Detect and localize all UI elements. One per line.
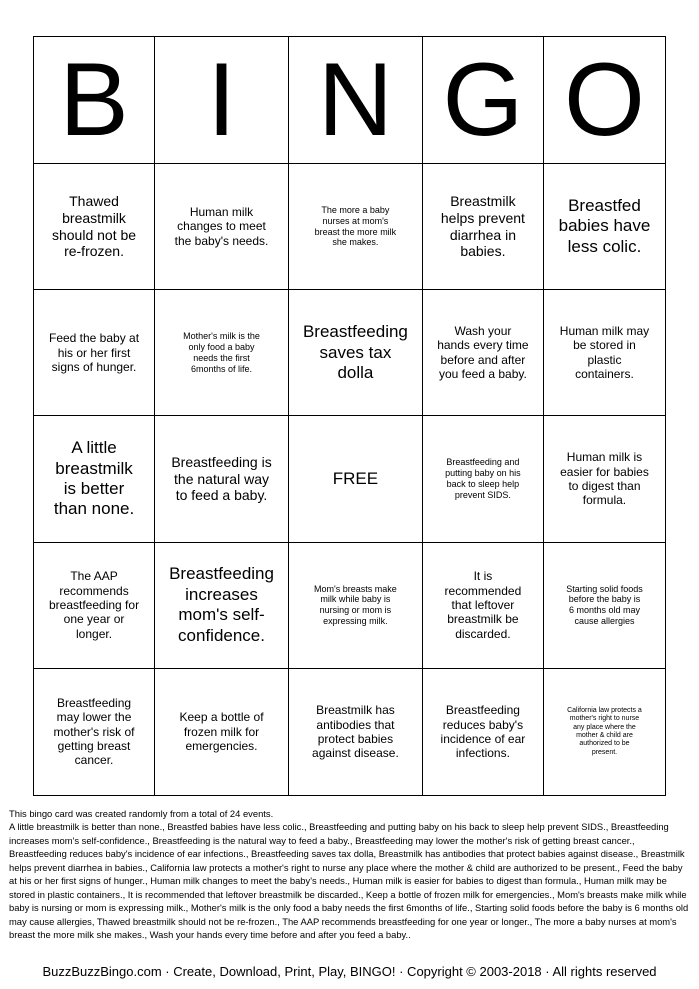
bingo-cell: Breastmilk helps prevent diarrhea in babies. (423, 164, 544, 290)
bingo-cell: Breastmilk has antibodies that protect babies against disease. (289, 669, 423, 795)
bingo-cell: Breastfed babies have less colic. (544, 164, 665, 290)
bingo-cell: Human milk changes to meet the baby's needs. (155, 164, 289, 290)
bingo-cell: A little breastmilk is better than none. (34, 416, 155, 542)
bingo-cell: The more a baby nurses at mom's breast the more milk she makes. (289, 164, 423, 290)
bingo-cell: Starting solid foods before the baby is 6 months old may cause allergies (544, 543, 665, 669)
footer-events-list: A little breastmilk is better than none., Breastfed babies have less colic., Breastfeeding and putting baby on his back to sleep help prevent SIDS., Breastfeeding increases mom's self-confidence., Breastfeeding is the natural way to feed a baby., Breastfeeding may lower the mother's risk of getting breast cancer., Breastfeeding reduces baby's incidence of ear infections., Breastfeeding saves tax dolla, Breastmilk has antibodies that protect babies against disease., Breastmilk helps prevent diarrhea in babies., California law protects a mother's right to nurse any place where the mother & child are authorized to be present., Feed the baby at his or her first signs of hunger., Human milk changes to meet the baby's needs., Human milk is easier for babies to digest than formula., Human milk may be stored in plastic containers., It is recommended that leftover breastmilk be discarded., Keep a bottle of frozen milk for emergencies., Mom's breasts make milk while baby is nursing or mom is expressing milk., Mother's milk is the only food a baby needs the first 6months of life., Starting solid foods before the baby is 6 months old may cause allergies, Thawed breastmilk should not be re-frozen., The AAP recommends breastfeeding for one year or longer., The more a baby nurses at mom's breast the more milk she makes., Wash your hands every time before and after you feed a baby.. (9, 821, 689, 940)
bingo-cell: California law protects a mother's right to nurse any place where the mother & child are authorized to be present. (567, 706, 642, 756)
free-space: FREE (289, 416, 423, 542)
bingo-cell: Breastfeeding and putting baby on his back to sleep help prevent SIDS. (423, 416, 544, 542)
header-letter-n: N (289, 37, 423, 164)
header-letter-o: O (544, 37, 665, 164)
bingo-cell: Breastfeeding reduces baby's incidence of ear infections. (423, 669, 544, 795)
bingo-cell: Breastfeeding increases mom's self-confidence. (155, 543, 289, 669)
header-letter-i: I (155, 37, 289, 164)
bingo-cell: The AAP recommends breastfeeding for one year or longer. (34, 543, 155, 669)
bingo-card (33, 36, 666, 796)
bingo-cell: Thawed breastmilk should not be re-frozen. (34, 164, 155, 290)
bingo-cell: It is recommended that leftover breastmilk be discarded. (423, 543, 544, 669)
bingo-cell: Human milk may be stored in plastic containers. (544, 290, 665, 416)
header-letter-g: G (423, 37, 544, 164)
bingo-cell: Feed the baby at his or her first signs of hunger. (34, 290, 155, 416)
bingo-cell: Wash your hands every time before and after you feed a baby. (423, 290, 544, 416)
header-letter-b: B (34, 37, 155, 164)
bingo-cell: Keep a bottle of frozen milk for emergencies. (155, 669, 289, 795)
bingo-cell: Breastfeeding saves tax dolla (289, 290, 423, 416)
bingo-cell: Human milk is easier for babies to digest than formula. (544, 416, 665, 542)
bingo-cell: Mom's breasts make milk while baby is nursing or mom is expressing milk. (289, 543, 423, 669)
bingo-cell: Breastfeeding is the natural way to feed a baby. (155, 416, 289, 542)
footer-intro: This bingo card was created randomly from a total of 24 events. (9, 808, 274, 819)
bingo-cell: Mother's milk is the only food a baby needs the first 6months of life. (155, 290, 289, 416)
bingo-cell: Breastfeeding may lower the mother's risk of getting breast cancer. (34, 669, 155, 795)
copyright-line: BuzzBuzzBingo.com · Create, Download, Print, Play, BINGO! · Copyright © 2003-2018 · All rights reserved (42, 964, 657, 979)
footer-description (9, 807, 691, 941)
